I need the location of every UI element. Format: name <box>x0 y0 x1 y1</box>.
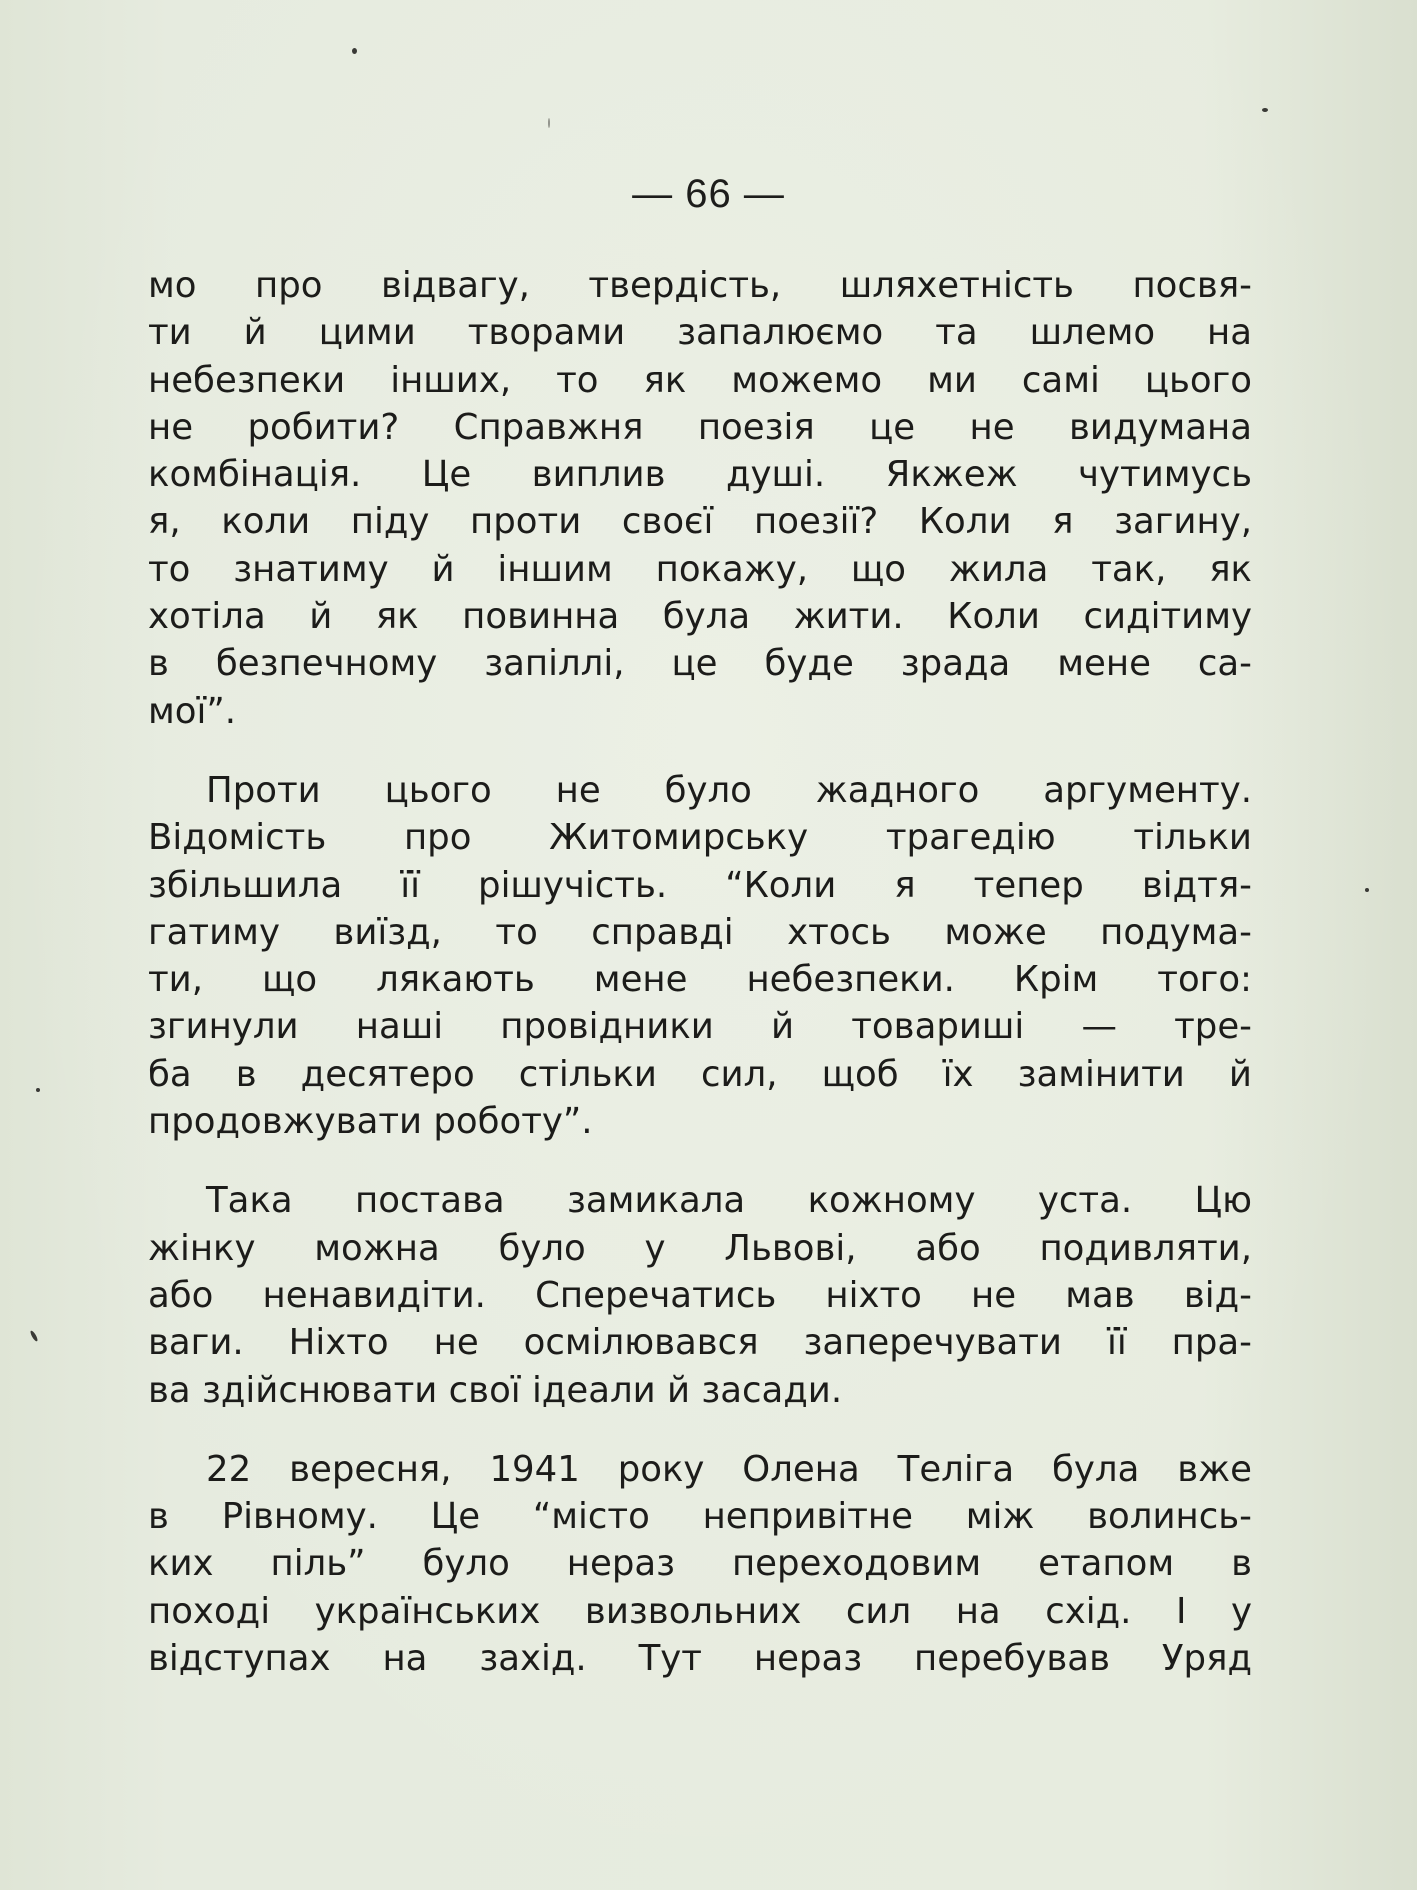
text-line: ких піль” було нераз переходовим етапом в <box>148 1543 1252 1585</box>
text-line: хотіла й як повинна була жити. Коли сидітиму <box>148 596 1252 638</box>
text-line: в Рівному. Це “місто непривітне між волинсь- <box>148 1496 1252 1538</box>
paper-speck <box>352 48 357 54</box>
text-line: ти й цими творами запалюємо та шлемо на <box>148 312 1252 354</box>
text-line: Проти цього не було жадного аргументу. <box>206 769 1252 811</box>
text-line: відступах на захід. Тут нераз перебував Уряд <box>148 1638 1252 1680</box>
paper-speck <box>36 1088 40 1092</box>
paper-speck <box>29 1330 38 1342</box>
text-line: продовжувати роботу”. <box>148 1101 593 1143</box>
paper-speck <box>1262 108 1268 112</box>
text-line: Така постава замикала кожному уста. Цю <box>206 1180 1252 1222</box>
text-line: то знатиму й іншим покажу, що жила так, як <box>148 548 1252 590</box>
text-line: гатиму виїзд, то справді хтось може подума- <box>148 911 1252 953</box>
text-line: ба в десятеро стільки сил, щоб їх замінити й <box>148 1053 1252 1095</box>
body-text <box>148 262 1252 1714</box>
text-line: небезпеки інших, то як можемо ми самі цього <box>148 359 1252 401</box>
text-line: комбінація. Це виплив душі. Якжеж чутимусь <box>148 454 1252 496</box>
text-line: мо про відвагу, твердість, шляхетність посвя- <box>148 265 1252 306</box>
paper-speck <box>1365 888 1369 892</box>
paragraph <box>148 262 1252 735</box>
paragraph <box>148 1177 1252 1413</box>
paragraph <box>148 1446 1252 1682</box>
text-line: ти, що лякають мене небезпеки. Крім того: <box>148 959 1252 1001</box>
page-number: — 66 — <box>632 172 785 216</box>
paragraph <box>148 767 1252 1145</box>
text-line: збільшила її рішучість. “Коли я тепер відтя- <box>148 864 1252 906</box>
text-line: ваги. Ніхто не осмілювався заперечувати її пра- <box>148 1322 1252 1364</box>
text-line: в безпечному запіллі, це буде зрада мене са- <box>148 643 1252 685</box>
text-line: Відомість про Житомирську трагедію тільки <box>148 817 1252 859</box>
paper-speck <box>548 118 550 128</box>
text-line: жінку можна було у Львові, або подивляти, <box>148 1227 1252 1269</box>
text-line: мої”. <box>148 690 237 732</box>
text-line: або ненавидіти. Сперечатись ніхто не мав від- <box>148 1274 1252 1316</box>
text-line: 22 вересня, 1941 року Олена Теліга була вже <box>206 1448 1252 1490</box>
text-line: я, коли піду проти своєї поезії? Коли я загину, <box>148 501 1252 543</box>
text-line: поході українських визвольних сил на схід. І у <box>148 1590 1252 1632</box>
text-line: ва здійснювати свої ідеали й засади. <box>148 1369 843 1411</box>
text-line: не робити? Справжня поезія це не видумана <box>148 406 1252 448</box>
text-line: згинули наші провідники й товариші — тре- <box>148 1006 1252 1048</box>
